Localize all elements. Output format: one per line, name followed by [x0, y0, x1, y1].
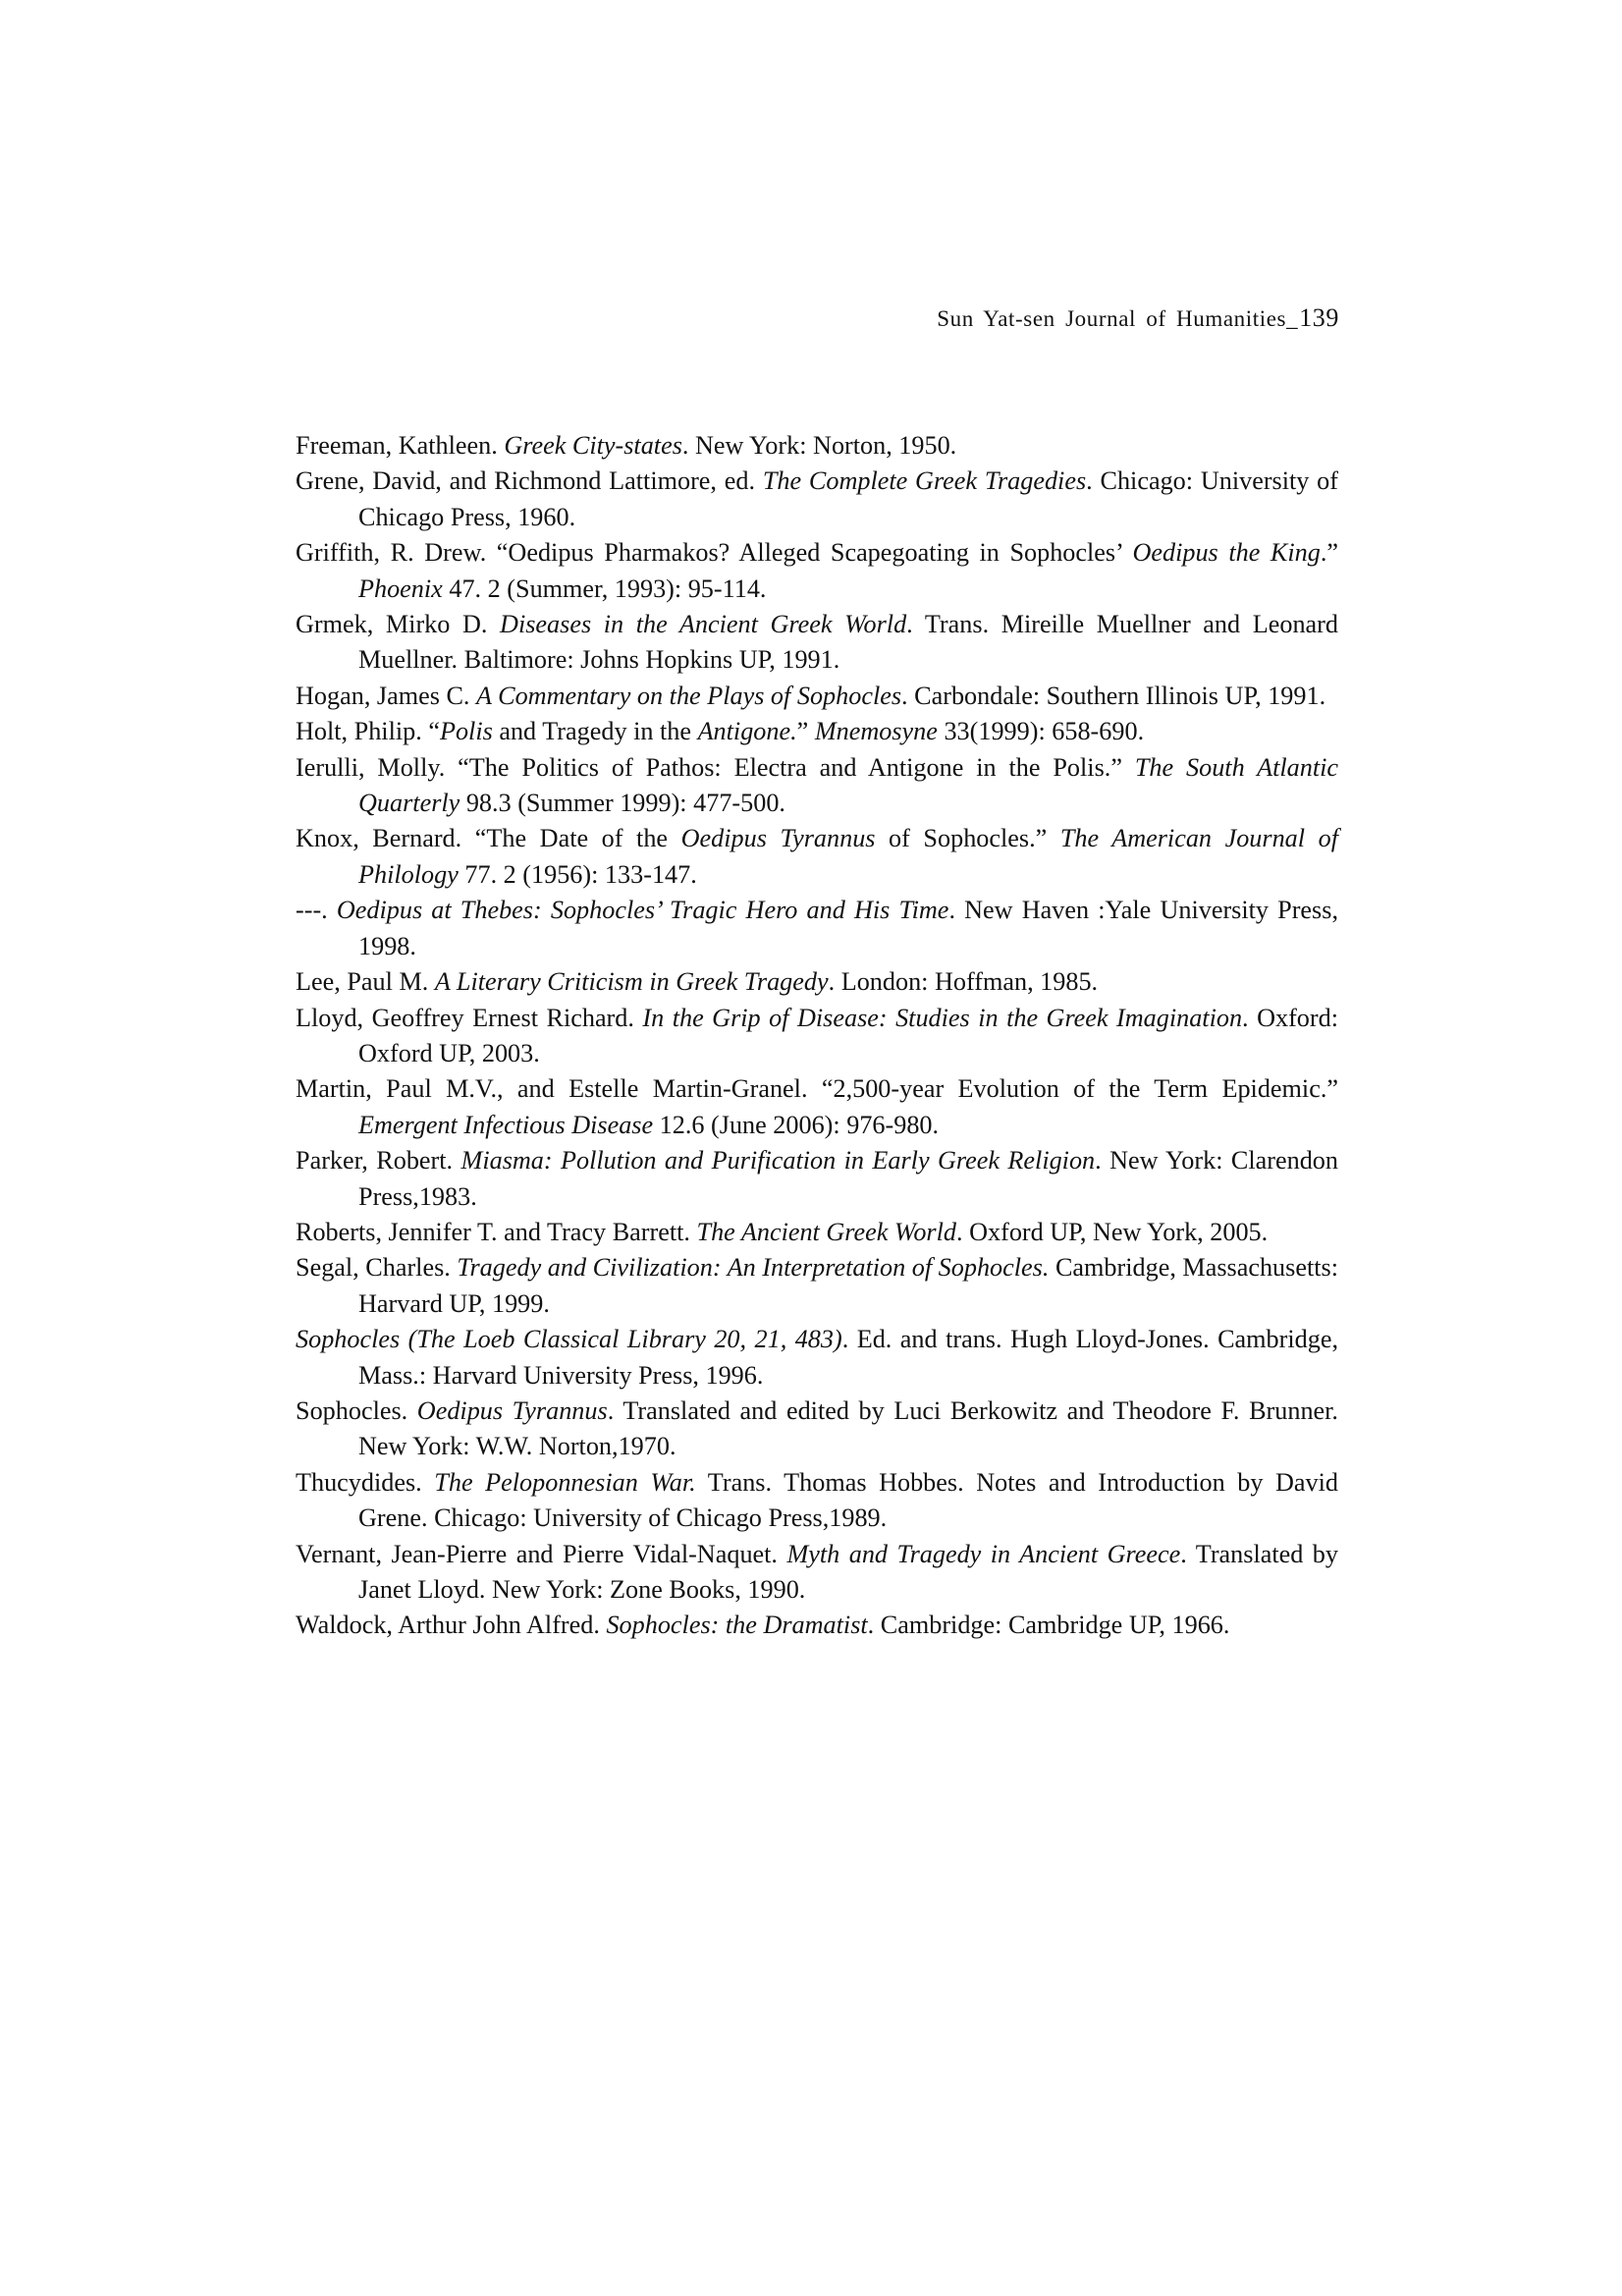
citation-text: of Sophocles.” [875, 824, 1060, 853]
citation-text: Grmek, Mirko D. [296, 610, 501, 639]
bibliography-entry [296, 679, 1338, 714]
bibliography-entry [296, 1394, 1338, 1465]
citation-text: 12.6 (June 2006): 976-980. [653, 1110, 940, 1139]
bibliography-entry [296, 1608, 1338, 1643]
citation-text: . Ed. and trans. Hugh Lloyd-Jones. Cambridge, Mass.: Harvard University Press, 1996. [358, 1325, 1338, 1390]
italic-title-text: In the Grip of Disease: Studies in the Greek Imagination [642, 1003, 1243, 1032]
bibliography-entry [296, 535, 1338, 607]
bibliography-entry [296, 1001, 1338, 1072]
italic-title-text: Polis [439, 717, 493, 746]
citation-text: . Carbondale: Southern Illinois UP, 1991. [901, 681, 1326, 710]
italic-title-text: The South Atlantic Quarterly [358, 752, 1338, 818]
citation-text: Sophocles. [296, 1395, 417, 1425]
page-number: 139 [1299, 303, 1339, 332]
italic-title-text: Oedipus Tyrannus [416, 1395, 608, 1425]
citation-text: Segal, Charles. [296, 1253, 458, 1283]
bibliography-entry [296, 1465, 1338, 1537]
citation-text: Lee, Paul M. [296, 967, 435, 997]
citation-text: Waldock, Arthur John Alfred. [296, 1611, 607, 1640]
citation-text: Holt, Philip. “ [296, 717, 440, 746]
italic-title-text: Tragedy and Civilization: An Interpretation of Sophocles. [457, 1253, 1050, 1283]
bibliography-entry [296, 1322, 1338, 1394]
bibliography-entry [296, 893, 1338, 964]
italic-title-text: The Peloponnesian War. [434, 1467, 696, 1497]
citation-text: ” [796, 717, 815, 746]
bibliography-entry [296, 821, 1338, 893]
citation-text: Griffith, R. Drew. “Oedipus Pharmakos? Alleged Scapegoating in Sophocles’ [296, 538, 1133, 568]
citation-text: Parker, Robert. [296, 1146, 461, 1175]
citation-text: Ierulli, Molly. “The Politics of Pathos: Electra and Antigone in the Polis.” [296, 752, 1135, 782]
citation-text: . Translated and edited by Luci Berkowitz and Theodore F. Brunner. New York: W.W. Norton,1970. [358, 1395, 1338, 1461]
italic-title-text: Mnemosyne [814, 717, 938, 746]
italic-title-text: Oedipus Tyrannus [680, 824, 876, 853]
citation-text: Knox, Bernard. “The Date of the [296, 824, 681, 853]
citation-text: . Oxford: Oxford UP, 2003. [358, 1003, 1338, 1067]
italic-title-text: Phoenix [358, 574, 443, 603]
running-header [937, 301, 1339, 336]
bibliography-entry [296, 1071, 1338, 1143]
italic-title-text: Emergent Infectious Disease [358, 1110, 654, 1139]
citation-text: Freeman, Kathleen. [296, 431, 505, 460]
citation-text: Vernant, Jean-Pierre and Pierre Vidal-Naquet. [296, 1539, 787, 1568]
citation-text: . Chicago: University of Chicago Press, 1960. [358, 466, 1338, 531]
citation-text: Martin, Paul M.V., and Estelle Martin-Granel. “2,500-year Evolution of the Term Epidemic.” [296, 1074, 1338, 1104]
bibliography-entry [296, 714, 1338, 749]
citation-text: . New Haven :Yale University Press, 1998. [358, 896, 1338, 960]
journal-name: Sun Yat-sen Journal of Humanities_ [937, 306, 1299, 331]
italic-title-text: The American Journal of Philology [358, 824, 1338, 889]
citation-text: Lloyd, Geoffrey Ernest Richard. [296, 1003, 643, 1032]
citation-text: Roberts, Jennifer T. and Tracy Barrett. [296, 1217, 697, 1246]
bibliography-entry [296, 428, 1338, 464]
citation-text: 47. 2 (Summer, 1993): 95-114. [442, 574, 767, 603]
citation-text: . New York: Norton, 1950. [681, 431, 957, 460]
citation-text: . Cambridge: Cambridge UP, 1966. [867, 1611, 1230, 1640]
bibliography-entry [296, 1250, 1338, 1322]
italic-title-text: Oedipus at Thebes: Sophocles’ Tragic Hero and His Time [336, 896, 949, 925]
citation-text: . Trans. Mireille Muellner and Leonard Muellner. Baltimore: Johns Hopkins UP, 1991. [358, 610, 1338, 675]
italic-title-text: Sophocles: the Dramatist [606, 1611, 868, 1640]
italic-title-text: Antigone. [697, 717, 797, 746]
citation-text: Grene, David, and Richmond Lattimore, ed. [296, 466, 763, 496]
italic-title-text: Myth and Tragedy in Ancient Greece [786, 1539, 1181, 1568]
citation-text: .” [1320, 538, 1338, 568]
bibliography-list [296, 428, 1338, 1644]
citation-text: Thucydides. [296, 1467, 435, 1497]
citation-text: 77. 2 (1956): 133-147. [458, 859, 697, 889]
italic-title-text: A Literary Criticism in Greek Tragedy [434, 967, 829, 997]
italic-title-text: Oedipus the King [1132, 538, 1321, 568]
citation-text: . Oxford UP, New York, 2005. [956, 1217, 1269, 1246]
italic-title-text: Diseases in the Ancient Greek World [500, 610, 907, 639]
bibliography-entry [296, 464, 1338, 535]
italic-title-text: The Complete Greek Tragedies [762, 466, 1087, 496]
citation-text: Cambridge, Massachusetts: Harvard UP, 1999. [358, 1253, 1338, 1318]
citation-text: ---. [296, 896, 337, 925]
italic-title-text: Miasma: Pollution and Purification in Early Greek Religion [460, 1146, 1096, 1175]
citation-text: Hogan, James C. [296, 681, 477, 710]
bibliography-entry [296, 1537, 1338, 1609]
citation-text: Trans. Thomas Hobbes. Notes and Introduction by David Grene. Chicago: University of Chicago Press,1989. [358, 1467, 1338, 1533]
bibliography-entry [296, 1215, 1338, 1250]
citation-text: . London: Hoffman, 1985. [828, 967, 1099, 997]
bibliography-entry [296, 607, 1338, 679]
italic-title-text: Sophocles (The Loeb Classical Library 20, 21, 483) [296, 1325, 842, 1354]
italic-title-text: A Commentary on the Plays of Sophocles [476, 681, 902, 710]
bibliography-entry [296, 750, 1338, 822]
citation-text: 98.3 (Summer 1999): 477-500. [460, 789, 785, 818]
bibliography-entry [296, 1143, 1338, 1215]
citation-text: . New York: Clarendon Press,1983. [358, 1146, 1338, 1211]
italic-title-text: Greek City-states [504, 431, 682, 460]
bibliography-entry [296, 964, 1338, 1000]
citation-text: and Tragedy in the [492, 717, 698, 746]
citation-text: 33(1999): 658-690. [937, 717, 1145, 746]
italic-title-text: The Ancient Greek World [696, 1217, 956, 1246]
citation-text: . Translated by Janet Lloyd. New York: Zone Books, 1990. [358, 1539, 1338, 1604]
